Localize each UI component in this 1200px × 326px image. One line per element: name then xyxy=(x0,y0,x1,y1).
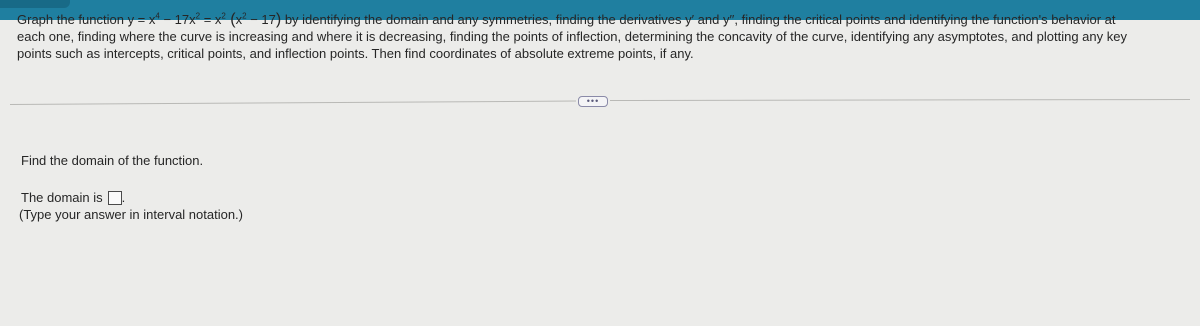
question-text xyxy=(17,11,1187,62)
answer-hint: (Type your answer in interval notation.) xyxy=(19,207,243,222)
header-tab xyxy=(0,0,70,8)
open-paren: ( xyxy=(225,11,236,28)
part-prompt: Find the domain of the function. xyxy=(21,153,204,168)
answer-label: The domain is xyxy=(21,190,103,205)
question-term: − 17x xyxy=(159,12,196,27)
answer-line xyxy=(21,189,125,206)
question-term: − 17 xyxy=(246,12,276,27)
more-button[interactable]: ••• xyxy=(578,96,608,107)
exponent: 2 xyxy=(195,11,201,21)
question-term: = x xyxy=(200,12,222,27)
domain-answer-input[interactable] xyxy=(108,191,122,205)
divider xyxy=(10,101,576,105)
question-rest: by identifying the domain and any symmetries, finding the derivatives y′ and y′′, finding the critical points and identifying the function's behavior at xyxy=(281,12,1116,27)
question-term: x xyxy=(235,12,243,27)
question-line-1 xyxy=(17,11,1187,28)
answer-suffix: . xyxy=(121,190,126,205)
exponent: 2 xyxy=(221,11,226,21)
close-paren: ) xyxy=(275,11,282,28)
exponent: 4 xyxy=(155,11,160,21)
exponent: 2 xyxy=(242,11,247,21)
divider xyxy=(610,99,1190,101)
question-line-3: points such as intercepts, critical points, and inflection points. Then find coordinates of absolute extreme points, if any. xyxy=(17,46,694,61)
question-intro: Graph the function y = x xyxy=(17,12,156,27)
question-line-2: each one, finding where the curve is increasing and where it is decreasing, finding the points of inflection, determining the concavity of the curve, identifying any asymptotes, and plotting any key xyxy=(17,29,1127,44)
